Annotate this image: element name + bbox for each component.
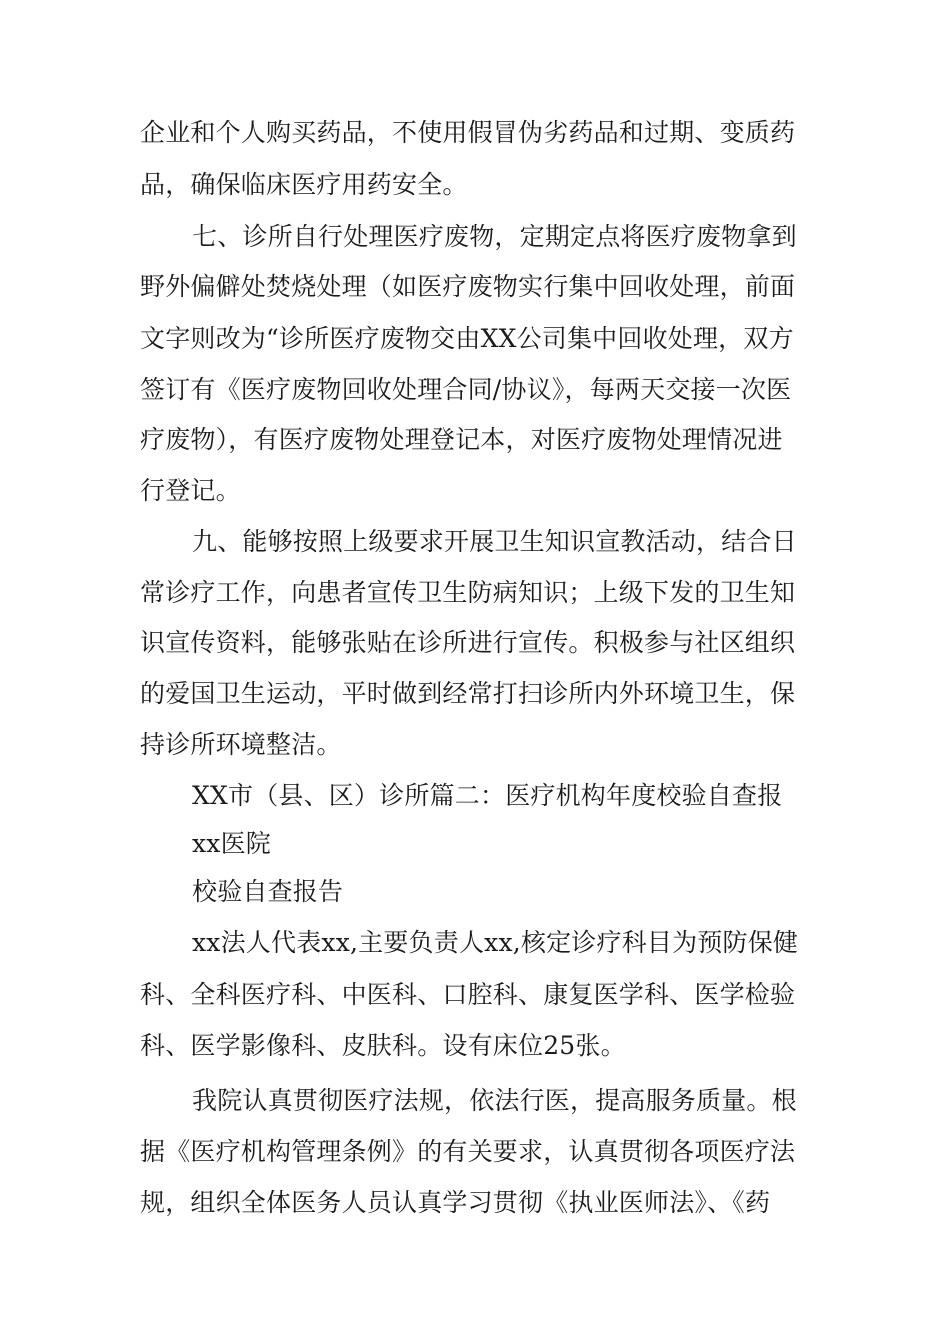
text-line: 科、全科医疗科、中医科、口腔科、康复医学科、医学检验	[140, 980, 796, 1009]
text-line: 品，确保临床医疗用药安全。	[140, 170, 468, 199]
text-line: 企业和个人购买药品，不使用假冒伪劣药品和过期、变质药	[140, 118, 796, 147]
text-line: 行登记。	[140, 476, 241, 505]
hospital-name: xx医院	[192, 829, 271, 858]
text-line: 识宣传资料，能够张贴在诊所进行宣传。积极参与社区组织	[140, 628, 796, 657]
text-line: 持诊所环境整洁。	[140, 730, 342, 759]
text-line: 文字则改为“诊所医疗废物交由XX公司集中回收处理，双方	[140, 324, 794, 353]
text-line: 我院认真贯彻医疗法规，依法行医，提高服务质量。根	[192, 1086, 797, 1115]
text-line: 签订有《医疗废物回收处理合同/协议》，每两天交接一次医	[140, 375, 792, 404]
text-line: 疗废物），有医疗废物处理登记本，对医疗废物处理情况进	[140, 425, 783, 454]
text-line: 野外偏僻处焚烧处理（如医疗废物实行集中回收处理，前面	[140, 272, 796, 301]
text-line: 科、医学影像科、皮肤科。设有床位25张。	[140, 1031, 626, 1060]
text-line: 的爱国卫生运动，平时做到经常打扫诊所内外环境卫生，保	[140, 679, 796, 708]
section-heading: XX市（县、区）诊所篇二：医疗机构年度校验自查报	[192, 781, 783, 810]
report-title: 校验自查报告	[192, 877, 344, 906]
text-line: 九、能够按照上级要求开展卫生知识宣教活动，结合日	[192, 527, 797, 556]
text-line: 七、诊所自行处理医疗废物，定期定点将医疗废物拿到	[192, 222, 797, 251]
text-line: xx法人代表xx,主要负责人xx,核定诊疗科目为预防保健	[192, 928, 799, 957]
text-line: 常诊疗工作，向患者宣传卫生防病知识；上级下发的卫生知	[140, 578, 796, 607]
text-line: 规，组织全体医务人员认真学习贯彻《执业医师法》、《药	[140, 1188, 771, 1217]
text-line: 据《医疗机构管理条例》的有关要求，认真贯彻各项医疗法	[140, 1137, 796, 1166]
